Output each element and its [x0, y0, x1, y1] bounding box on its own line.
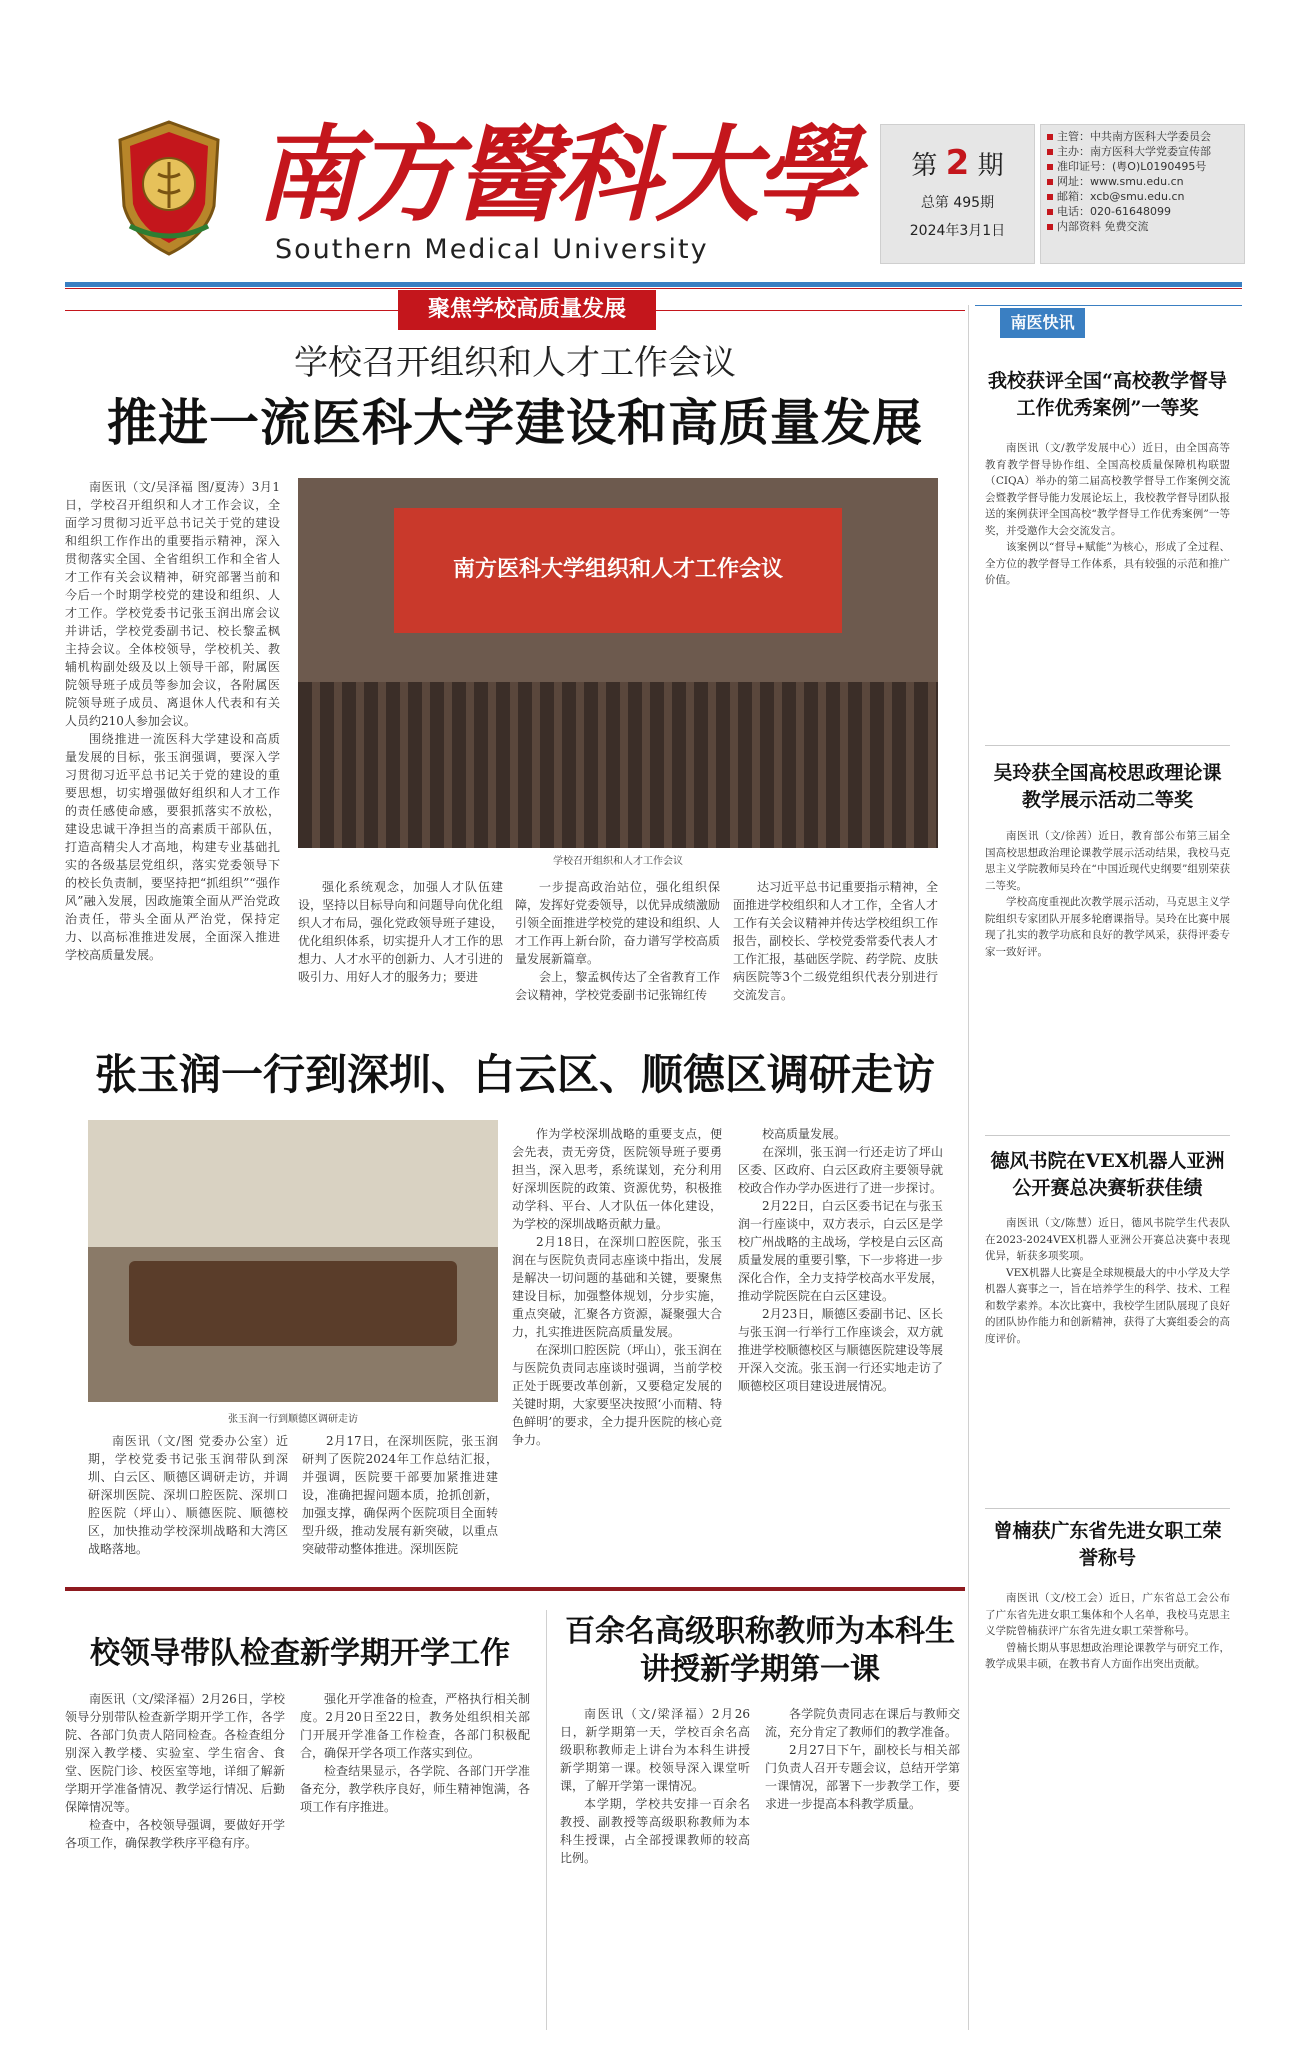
story2-text: 2月17日，在深圳医院，张玉润研判了医院2024年工作总结汇报，并强调，医院要干部要加紧推进建设，准确把握问题本质，抢抓创新，加强支撑，确保两个医院项目全面转型升级，推动发展有新突破，以重点突破带动整体推进。深圳医院 — [302, 1434, 498, 1556]
story4-col-2 — [765, 1705, 960, 2025]
story4-col-1 — [560, 1705, 750, 2025]
story2-headline: 张玉润一行到深圳、白云区、顺德区调研走访 — [94, 1050, 935, 1099]
sidebar-text: 南医讯（文/徐茜）近日，教育部公布第三届全国高校思想政治理论课教学展示活动结果，我校马克思主义学院教师吴玲在“中国近现代史纲要”组别荣获二等奖。 学校高度重视此次教学展示活动，马克思主义学院组织专家团队开展多轮磨课指导。吴玲在比赛中展现了扎实的教学功底和良好的教学风采，获得评委专家一致好评。 — [985, 828, 1230, 1128]
lead-text: 南医讯（文/吴泽福 图/夏涛）3月1日，学校召开组织和人才工作会议，全面学习贯彻习近平总书记关于党的建设和组织工作作出的重要指示精神，深入贯彻落实全国、全省组织工作和全省人才工作有关会议精神，研究部署当前和今后一个时期学校党的建设和组织、人才工作。学校党委书记张玉润出席会议并讲话，学校党委副书记、校长黎孟枫主持会议。全体校领导，学校机关、教辅机构副处级及以上领导干部，附属医院领导班子成员等参加会议，各附属医院领导班子成员、离退休人代表和有关人员约210人参加会议。 — [65, 480, 280, 728]
university-seal — [110, 118, 228, 258]
lead-col-2 — [298, 878, 503, 1043]
story3-text: 检查结果显示，各学院、各部门开学准备充分，教学秩序良好，师生精神饱满，各项工作有序推进。 — [300, 1764, 530, 1814]
sidebar-headline: 吴玲获全国高校思政理论课教学展示活动二等奖 — [993, 762, 1222, 811]
lead-col-3 — [515, 878, 720, 1043]
info-line: 邮箱：xcb@smu.edu.cn — [1047, 189, 1238, 204]
story2-text: 2月18日，在深圳口腔医院，张玉润在与医院负责同志座谈中指出，发展是解决一切问题的基础和关键，要聚焦建设目标，加强整体规划，分步实施，重点突破，汇聚各方资源，凝聚强大合力，扎实推进医院高质量发展。 — [512, 1235, 722, 1339]
story4-text: 2月27日下午，副校长与相关部门负责人召开专题会议，总结开学第一课情况，部署下一步教学工作，要求进一步提高本科教学质量。 — [765, 1743, 960, 1811]
sidebar-headline: 我校获评全国“高校教学督导工作优秀案例”一等奖 — [988, 370, 1227, 419]
info-line: 电话：020-61648099 — [1047, 204, 1238, 219]
paragraph: VEX机器人比赛是全球规模最大的中小学及大学机器人赛事之一，旨在培养学生的科学、技术、工程和数学素养。本次比赛中，我校学生团队展现了良好的团队协作能力和创新精神，获得了大赛组委会的高度评价。 — [985, 1266, 1230, 1345]
story2-text: 校高质量发展。 — [762, 1127, 847, 1141]
lead-text: 会上，黎孟枫传达了全省教育工作会议精神，学校党委副书记张锦红传 — [515, 970, 720, 1002]
sidebar-tag: 南医快讯 — [1000, 308, 1085, 338]
audience — [298, 682, 938, 849]
lead-subtitle: 学校召开组织和人才工作会议 — [294, 343, 736, 383]
lead-headline: 推进一流医科大学建设和高质量发展 — [107, 393, 923, 452]
masthead-rule — [65, 282, 1242, 287]
paragraph: 学校高度重视此次教学展示活动，马克思主义学院组织专家团队开展多轮磨课指导。吴玲在比赛中展现了扎实的教学功底和良好的教学风采，获得评委专家一致好评。 — [985, 896, 1230, 958]
masthead-title-en: Southern Medical University — [275, 234, 709, 265]
paragraph: 该案例以“督导+赋能”为核心，形成了全过程、全方位的教学督导工作体系，具有较强的示范和推广价值。 — [985, 541, 1230, 586]
lead-col-1 — [65, 478, 280, 1043]
photo-wall — [88, 1120, 498, 1247]
sidebar-rule — [975, 305, 1242, 306]
sidebar-text: 南医讯（文/教学发展中心）近日，由全国高等教育教学督导协作组、全国高校质量保障机构联盟（CIQA）举办的第二届高校教学督导工作案例交流会暨教学督导能力发展论坛上，我校教学督导团队报送的案例获评全国高校“教学督导工作优秀案例”一等奖，并受邀作大会交流发言。 该案例以“督导+赋能”为核心，形成了全过程、全方位的教学督导工作体系，具有较强的示范和推广价值。 — [985, 440, 1230, 730]
info-line: 主管：中共南方医科大学委员会 — [1047, 129, 1238, 144]
stage-screen — [394, 508, 842, 634]
story3-text: 南医讯（文/梁泽福）2月26日，学校领导分别带队检查新学期开学工作，各学院、各部门负责人陪同检查。各检查组分别深入教学楼、实验室、学生宿舍、食堂、医院门诊、校医室等地，详细了解新学期开学准备情况、教学运行情况、后勤保障情况等。 — [65, 1692, 285, 1814]
story3-headline: 校领导带队检查新学期开学工作 — [90, 1636, 510, 1671]
lead-text: 强化系统观念，加强人才队伍建设，坚持以目标导向和问题导向优化组织人才布局，强化党政领导班子建设，优化组织体系，切实提升人才工作的思想力、人才水平的创新力、人才引进的吸引力、用好人才的服务力；要进 — [298, 880, 503, 984]
sidebar-text: 南医讯（文/陈慧）近日，德风书院学生代表队在2023-2024VEX机器人亚洲公开赛总决赛中表现优异，斩获多项奖项。 VEX机器人比赛是全球规模最大的中小学及大学机器人赛事之一，旨在培养学生的科学、技术、工程和数学素养。本次比赛中，我校学生团队展现了良好的团队协作能力和创新精神，获得了大赛组委会的高度评价。 — [985, 1215, 1230, 1500]
issue-date: 2024年3月1日 — [909, 223, 1006, 239]
info-line: 主办：南方医科大学党委宣传部 — [1047, 144, 1238, 159]
story2-text: 2月22日，白云区委书记在与张玉润一行座谈中，双方表示，白云区是学校广州战略的主战场，学校是白云区高质量发展的重要引擎，下一步将进一步深化合作，全力支持学校高水平发展，推动学院医院在白云区建设。 — [738, 1199, 943, 1303]
story3-text: 强化开学准备的检查，严格执行相关制度。2月20日至22日，教务处组织相关部门开展开学准备工作检查，各部门积极配合，确保开学各项工作落实到位。 — [300, 1692, 530, 1760]
lead-photo-caption: 学校召开组织和人才工作会议 — [553, 856, 683, 867]
sidebar-divider — [968, 305, 969, 2030]
stage-screen-text: 南方医科大学组织和人才工作会议 — [452, 555, 783, 582]
issue-number: 第 2 期 — [911, 143, 1004, 183]
story2-col-1 — [88, 1432, 288, 1580]
story2-text: 南医讯（文/图 党委办公室）近期，学校党委书记张玉润带队到深圳、白云区、顺德区调研走访，并调研深圳医院、深圳口腔医院、深圳口腔医院（坪山）、顺德医院、顺德校区，加快推动学校深圳战略和大湾区战略落地。 — [88, 1434, 288, 1556]
story4-text: 本学期，学校共安排一百余名教授、副教授等高级职称教师为本科生授课，占全部授课教师的较高比例。 — [560, 1797, 750, 1865]
sidebar-sep — [985, 1135, 1230, 1136]
story3-col-1 — [65, 1690, 285, 2025]
lead-text: 围绕推进一流医科大学建设和高质量发展的目标，张玉润强调，要深入学习贯彻习近平总书记关于党的建设的重要思想，切实增强做好组织和人才工作的责任感使命感，要狠抓落实不放松，建设忠诚干净担当的高素质干部队伍，打造高精尖人才高地，构建专业基础扎实的各级基层党组织，落实党委领导下的校长负责制，要坚持把“抓组织”“强作风”融入发展，因政施策全面从严治党政治责任，带头全面从严治党，保持定力、以高标准推进发展，全面深入推进学校高质量发展。 — [65, 732, 280, 962]
story2-text: 在深圳，张玉润一行还走访了坪山区委、区政府、白云区政府主要领导就校政合作办学办医进行了进一步探讨。 — [738, 1145, 943, 1195]
story2-photo-caption: 张玉润一行到顺德区调研走访 — [228, 1414, 358, 1425]
sidebar-sep — [985, 745, 1230, 746]
story-divider — [546, 1610, 547, 2030]
issue-box — [880, 124, 1035, 264]
info-line: 准印证号：(粤O)L0190495号 — [1047, 159, 1238, 174]
story2-text: 2月23日，顺德区委副书记、区长与张玉润一行举行工作座谈会，双方就推进学校顺德校区与顺德医院建设等展开深入交流。张玉润一行还实地走访了顺德校区项目建设进展情况。 — [738, 1307, 943, 1393]
story2-col-2 — [302, 1432, 498, 1580]
story4-text: 各学院负责同志在课后与教师交流，充分肯定了教师们的教学准备。 — [765, 1707, 960, 1739]
story2-col-3 — [512, 1125, 722, 1580]
section-rule — [65, 1587, 965, 1591]
sidebar-sep — [985, 1508, 1230, 1509]
sidebar-headline: 德风书院在VEX机器人亚洲公开赛总决赛斩获佳绩 — [990, 1150, 1225, 1199]
masthead-title-cn: 南方醫科大學 — [255, 113, 856, 236]
meeting-photo — [298, 478, 938, 848]
paragraph: 曾楠长期从事思想政治理论课教学与研究工作，教学成果丰硕，在教书育人方面作出突出贡献。 — [985, 1641, 1230, 1670]
section-banner: 聚焦学校高质量发展 — [398, 290, 656, 330]
story2-col-4 — [738, 1125, 943, 1580]
masthead-rule-thin — [65, 288, 1242, 289]
story4-headline: 百余名高级职称教师为本科生讲授新学期第一课 — [565, 1614, 955, 1687]
story4-text: 南医讯（文/梁泽福）2月26日，新学期第一天，学校百余名高级职称教师走上讲台为本科生讲授新学期第一课。校领导深入课堂听课，了解开学第一课情况。 — [560, 1707, 750, 1793]
issue-total: 总第 495期 — [920, 195, 995, 211]
visit-photo — [88, 1120, 498, 1402]
lead-text: 达习近平总书记重要指示精神，全面推进学校组织和人才工作，全省人才工作有关会议精神并传达学校组织工作报告，副校长、学校党委常委代表人才工作汇报，基础医学院、药学院、皮肤病医院等3个二级党组织代表分别进行交流发言。 — [733, 880, 938, 1002]
publication-info — [1040, 124, 1245, 264]
story3-col-2 — [300, 1690, 530, 2025]
info-line: 网址：www.smu.edu.cn — [1047, 174, 1238, 189]
story2-text: 作为学校深圳战略的重要支点，便会先表，责无旁贷，医院领导班子要勇担当，深入思考，系统谋划，充分利用好深圳医院的政策、资源优势，积极推动学科、平台、人才队伍一体化建设，为学校的深圳战略贡献力量。 — [512, 1127, 722, 1231]
story2-text: 在深圳口腔医院（坪山），张玉润在与医院负责同志座谈时强调，当前学校正处于既要改革创新，又要稳定发展的关键时期，大家要坚决按照‘小而精、特色鲜明’的要求，全力提升医院的核心竞争力。 — [512, 1343, 722, 1447]
lead-text: 一步提高政治站位，强化组织保障，发挥好党委领导，以优异成绩激励引领全面推进学校党的建设和组织、人才工作再上新台阶，奋力谱写学校高质量发展新篇章。 — [515, 880, 720, 966]
lead-col-4 — [733, 878, 938, 1043]
info-line: 内部资料 免费交流 — [1047, 219, 1238, 234]
meeting-table — [129, 1261, 457, 1346]
sidebar-text: 南医讯（文/校工会）近日，广东省总工会公布了广东省先进女职工集体和个人名单，我校马克思主义学院曾楠获评广东省先进女职工荣誉称号。 曾楠长期从事思想政治理论课教学与研究工作，教学成果丰硕，在教书育人方面作出突出贡献。 — [985, 1590, 1230, 2030]
sidebar-headline: 曾楠获广东省先进女职工荣誉称号 — [993, 1520, 1222, 1569]
story3-text: 检查中，各校领导强调，要做好开学各项工作，确保教学秩序平稳有序。 — [65, 1818, 285, 1850]
